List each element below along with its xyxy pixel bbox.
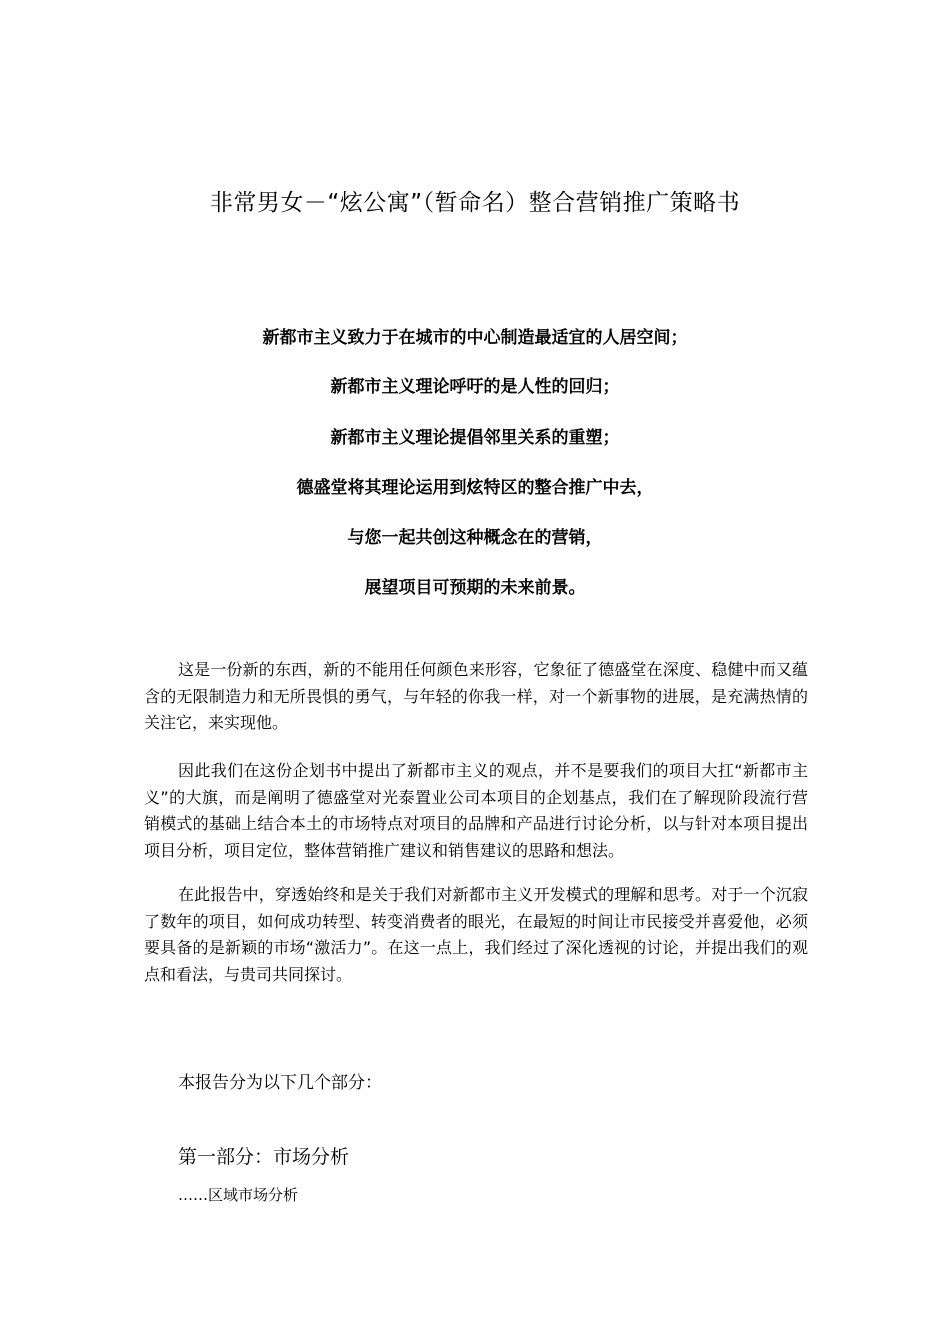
- document-title: 非常男女－“炫公寓”（暂命名）整合营销推广策略书: [209, 190, 741, 216]
- body-paragraph: 因此我们在这份企划书中提出了新都市主义的观点，并不是要我们的项目大扛“新都市主义”的大旗，而是阐明了德盛堂对光泰置业公司本项目的企划基点，我们在了解现阶段流行营销模式的基础上结合本土的市场特点对项目的品牌和产品进行讨论分析，以与针对本项目提出项目分析，项目定位，整体营销推广建议和销售建议的思路和想法。: [144, 761, 808, 861]
- section-intro: 本报告分为以下几个部分：: [178, 1073, 382, 1093]
- motto-line: 新都市主义理论提倡邻里关系的重塑；: [330, 428, 620, 448]
- part-title: 第一部分：市场分析: [178, 1146, 350, 1168]
- body-paragraph: 这是一份新的东西，新的不能用任何颜色来形容，它象征了德盛堂在深度、稳健中而又蕴含的无限制造力和无所畏惧的勇气，与年轻的你我一样，对一个新事物的进展，是充满热情的关注它，来实现他。: [144, 660, 808, 733]
- motto-line: 德盛堂将其理论运用到炫特区的整合推广中去，: [296, 478, 654, 498]
- motto-line: 新都市主义理论呼吁的是人性的回归；: [330, 377, 620, 397]
- motto-line: 展望项目可预期的未来前景。: [364, 578, 586, 598]
- sub-item: ……区域市场分析: [178, 1186, 299, 1204]
- body-paragraph: 在此报告中，穿透始终和是关于我们对新都市主义开发模式的理解和思考。对于一个沉寂了数年的项目，如何成功转型、转变消费者的眼光，在最短的时间让市民接受并喜爱他，必须要具备的是新颖的市场“激活力”。在这一点上，我们经过了深化透视的讨论，并提出我们的观点和看法，与贵司共同探讨。: [144, 885, 808, 985]
- motto-line: 与您一起共创这种概念在的营销，: [347, 528, 603, 548]
- motto-line: 新都市主义致力于在城市的中心制造最适宜的人居空间；: [262, 328, 688, 348]
